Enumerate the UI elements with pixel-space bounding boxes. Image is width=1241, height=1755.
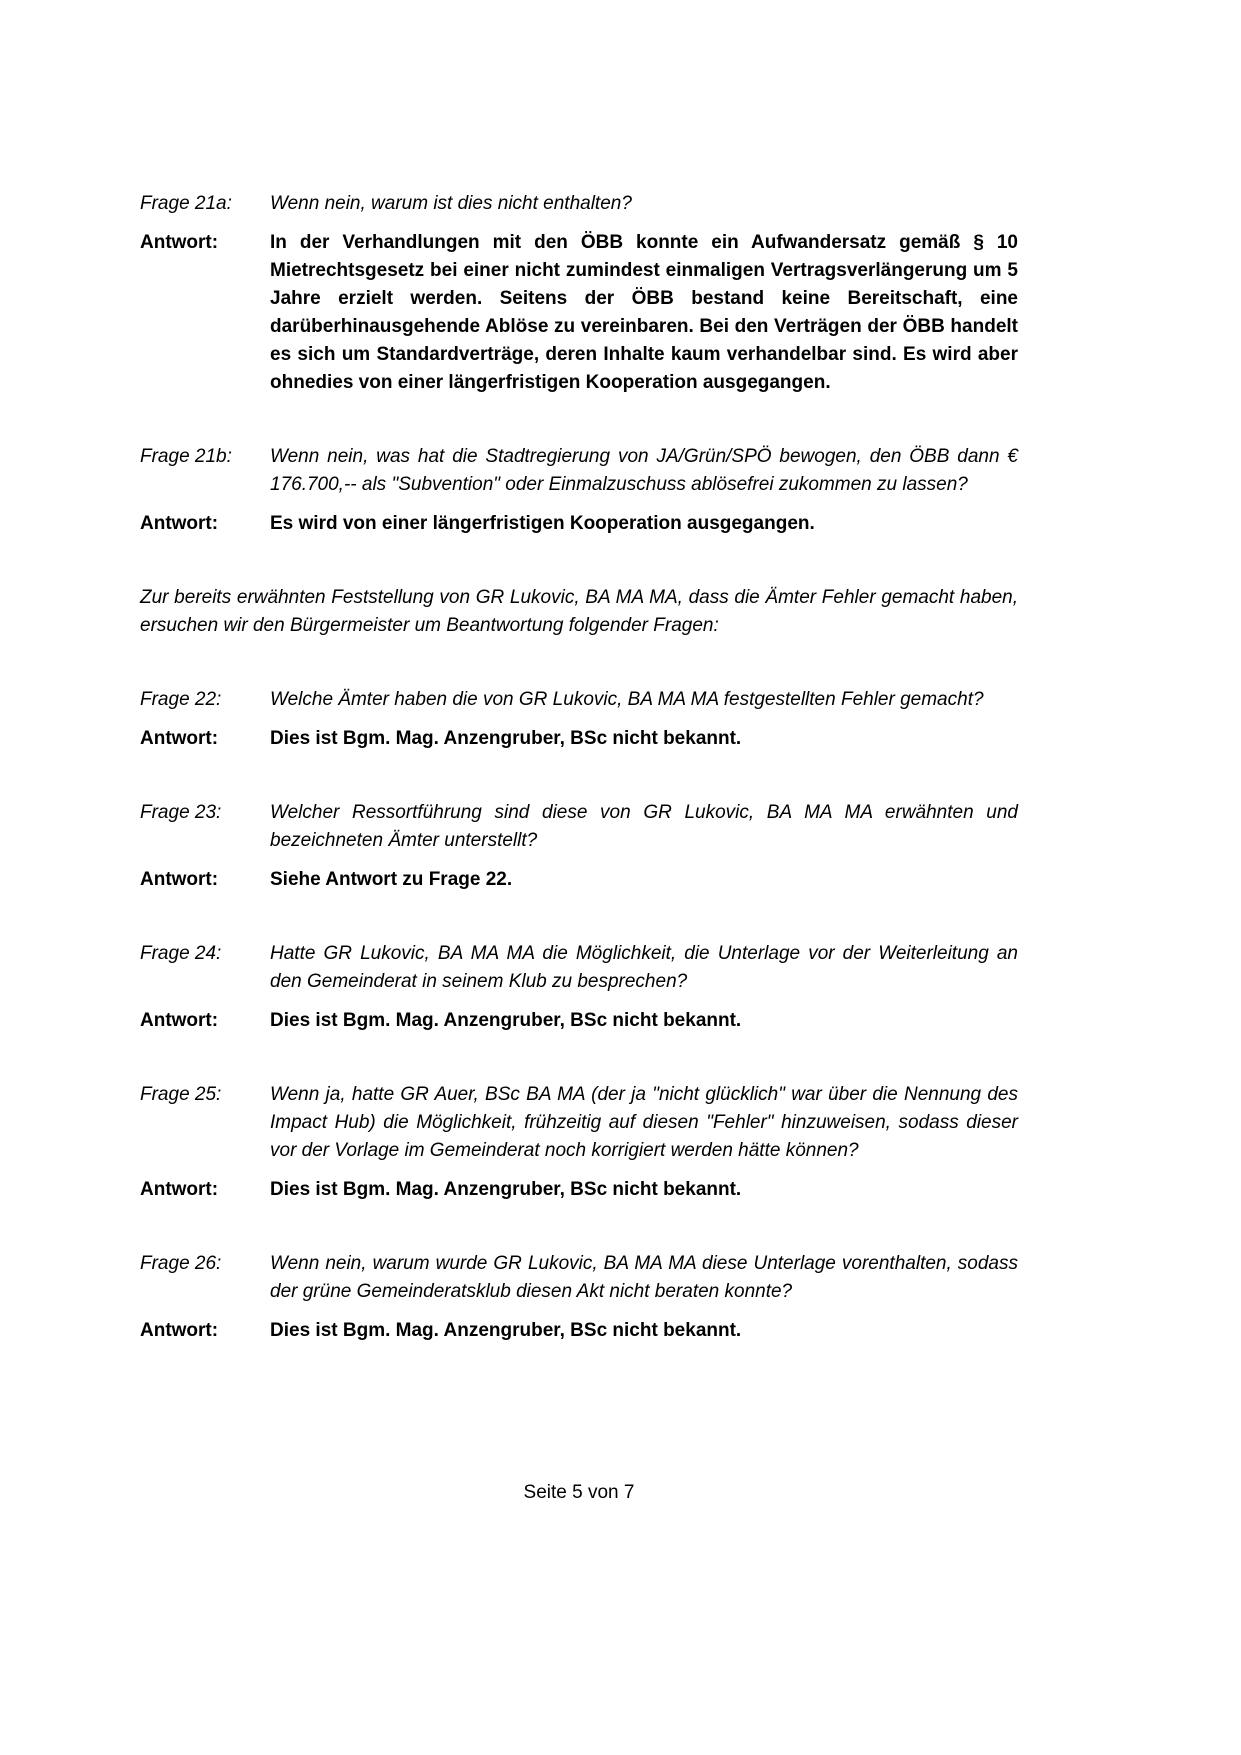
answer-text: Dies ist Bgm. Mag. Anzengruber, BSc nicht bekannt. <box>270 1010 742 1031</box>
answer-block-21a <box>140 229 1018 397</box>
answer-text: Dies ist Bgm. Mag. Anzengruber, BSc nicht bekannt. <box>270 1320 742 1341</box>
question-text: Welche Ämter haben die von GR Lukovic, BA MA MA festgestellten Fehler gemacht? <box>270 689 984 710</box>
page-number: Seite 5 von 7 <box>523 1482 635 1503</box>
answer-label: Antwort: <box>140 728 219 749</box>
question-text: Wenn ja, hatte GR Auer, BSc BA MA (der ja "nicht glücklich" war über die Nennung des Impact Hub) die Möglichkeit, frühzeitig auf diesen "Fehler" hinzuweisen, sodass dieser vor der Vorlage im Gemeinderat noch korrigiert werden hätte können? <box>270 1084 1018 1161</box>
answer-label: Antwort: <box>140 869 219 890</box>
question-label: Frage 21b: <box>140 446 232 467</box>
answer-text: Siehe Antwort zu Frage 22. <box>270 869 513 890</box>
question-label: Frage 23: <box>140 802 222 823</box>
document-body <box>140 190 1018 1391</box>
answer-label: Antwort: <box>140 1320 219 1341</box>
question-text: Wenn nein, was hat die Stadtregierung von JA/Grün/SPÖ bewogen, den ÖBB dann € 176.700,-- als "Subvention" oder Einmalzuschuss ablösefrei zukommen zu lassen? <box>270 446 1018 495</box>
answer-text: In der Verhandlungen mit den ÖBB konnte ein Aufwandersatz gemäß § 10 Mietrechtsgesetz bei einer nicht zumindest einmaligen Vertragsverlängerung um 5 Jahre erzielt werden. Seitens der ÖBB bestand keine Bereitschaft, eine darüberhinausgehende Ablöse zu vereinbaren. Bei den Verträgen der ÖBB handelt es sich um Standardverträge, deren Inhalte kaum verhandelbar sind. Es wird aber ohnedies von einer längerfristigen Kooperation ausgegangen. <box>270 232 1018 393</box>
question-block-23 <box>140 799 1018 855</box>
question-text: Wenn nein, warum wurde GR Lukovic, BA MA MA diese Unterlage vorenthalten, sodass der grüne Gemeinderatsklub diesen Akt nicht beraten konnte? <box>270 1253 1018 1302</box>
question-block-26 <box>140 1250 1018 1306</box>
question-label: Frage 26: <box>140 1253 222 1274</box>
answer-block-25 <box>140 1176 1018 1204</box>
answer-block-21b <box>140 510 1018 538</box>
answer-text: Dies ist Bgm. Mag. Anzengruber, BSc nicht bekannt. <box>270 728 742 749</box>
answer-block-24 <box>140 1007 1018 1035</box>
question-label: Frage 24: <box>140 943 222 964</box>
answer-block-23 <box>140 866 1018 894</box>
answer-label: Antwort: <box>140 232 219 253</box>
answer-label: Antwort: <box>140 1010 219 1031</box>
question-label: Frage 25: <box>140 1084 222 1105</box>
answer-label: Antwort: <box>140 513 219 534</box>
question-label: Frage 21a: <box>140 193 232 214</box>
question-block-25 <box>140 1081 1018 1165</box>
question-text: Wenn nein, warum ist dies nicht enthalten? <box>270 193 632 214</box>
intro-paragraph: Zur bereits erwähnten Feststellung von GR Lukovic, BA MA MA, dass die Ämter Fehler gemacht haben, ersuchen wir den Bürgermeister um Beantwortung folgender Fragen: <box>140 587 1018 636</box>
answer-label: Antwort: <box>140 1179 219 1200</box>
question-text: Welcher Ressortführung sind diese von GR Lukovic, BA MA MA erwähnten und bezeichneten Ämter unterstellt? <box>270 802 1018 851</box>
answer-text: Dies ist Bgm. Mag. Anzengruber, BSc nicht bekannt. <box>270 1179 742 1200</box>
question-block-21a <box>140 190 1018 218</box>
question-text: Hatte GR Lukovic, BA MA MA die Möglichkeit, die Unterlage vor der Weiterleitung an den Gemeinderat in seinem Klub zu besprechen? <box>270 943 1018 992</box>
question-block-24 <box>140 940 1018 996</box>
question-label: Frage 22: <box>140 689 222 710</box>
question-block-21b <box>140 443 1018 499</box>
question-block-22 <box>140 686 1018 714</box>
answer-block-26 <box>140 1317 1018 1345</box>
answer-block-22 <box>140 725 1018 753</box>
answer-text: Es wird von einer längerfristigen Kooperation ausgegangen. <box>270 513 815 534</box>
